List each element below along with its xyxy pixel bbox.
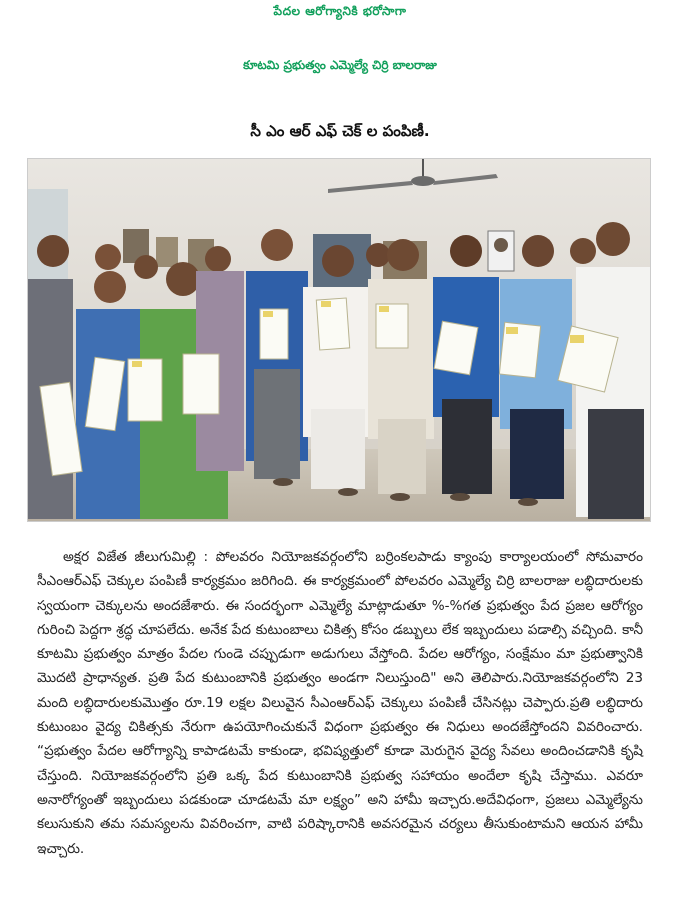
article-body bbox=[37, 545, 643, 861]
group-photo bbox=[27, 158, 651, 522]
group-photo-cheque-distribution-icon bbox=[28, 159, 650, 521]
headline-line-1: పేదల ఆరోగ్యానికి భరోసాగా bbox=[273, 4, 407, 18]
headline-line-2: కూటమి ప్రభుత్వం ఎమ్మెల్యే చిర్రి బాలరాజు bbox=[243, 58, 437, 72]
subheading: సీ ఎం ఆర్ ఎఫ్ చెక్ ల పంపిణీ. bbox=[250, 122, 430, 140]
article-paragraph: అక్షర విజేత జీలుగుమిల్లి : పోలవరం నియోజకవర్గంలోని బర్రింకలపాడు క్యాంపు కార్యాలయంలో సోమవారం సీఎంఆర్ఎఫ్ చెక్కుల పంపిణీ కార్యక్రమం జరిగింది. ఈ కార్యక్రమంలో పోలవరం ఎమ్మెల్యే చిర్రి బాలరాజు లబ్ధిదారులకు స్వయంగా చెక్కులను అందజేశారు. ఈ సందర్భంగా ఎమ్మెల్యే మాట్లాడుతూ %-%గత ప్రభుత్వం పేద ప్రజల ఆరోగ్యం గురించి పెద్దగా శ్రద్ధ చూపలేదు. అనేక పేద కుటుంబాలు చికిత్స కోసం డబ్బులు లేక ఇబ్బందులు పడాల్సి వచ్చింది. కానీ కూటమి ప్రభుత్వం మాత్రం పేదల గుండె చప్పుడుగా అడుగులు వేస్తోంది. పేదల ఆరోగ్యం, సంక్షేమం మా ప్రభుత్వానికి మొదటి ప్రాధాన్యత. ప్రతి పేద కుటుంబానికి ప్రభుత్వం అండగా నిలుస్తుంది" అని తెలిపారు.నియోజకవర్గంలోని 23 మంది లబ్ధిదారులకుమొత్తం రూ.19 లక్షల విలువైన సీఎంఆర్ఎఫ్ చెక్కులు పంపిణీ చేసినట్లు చెప్పారు.ప్రతి లబ్ధిదారు కుటుంబం వైద్య చికిత్సకు నేరుగా ఉపయోగించుకునే విధంగా ప్రభుత్వం ఈ నిధులు అందజేస్తోందని వివరించారు. “ప్రభుత్వం పేదల ఆరోగ్యాన్ని కాపాడటమే కాకుండా, భవిష్యత్తులో కూడా మెరుగైన వైద్య సేవలు అందించడానికి కృషి చేస్తుంది. నియోజకవర్గంలోని ప్రతి ఒక్క పేద కుటుంబానికి ప్రభుత్వ సహాయం అందేలా కృషి చేస్తాము. ఎవరూ అనారోగ్యంతో ఇబ్బందులు పడకుండా చూడటమే మా లక్ష్యం” అని హామీ ఇచ్చారు.అదేవిధంగా, ప్రజలు ఎమ్మెల్యేను కలుసుకుని తమ సమస్యలను వివరించగా, వాటి పరిష్కారానికి అవసరమైన చర్యలు తీసుకుంటామని ఆయన హామీ ఇచ్చారు. bbox=[37, 549, 643, 857]
